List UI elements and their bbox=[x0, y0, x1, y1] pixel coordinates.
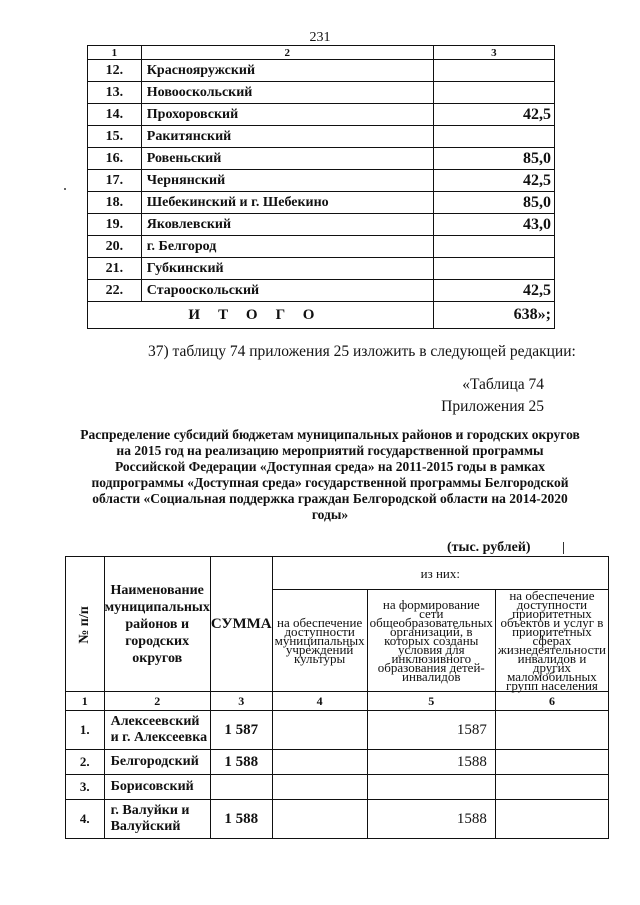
priority-value bbox=[495, 775, 608, 800]
row-number: 19. bbox=[88, 214, 142, 236]
table-header-row bbox=[88, 46, 555, 60]
table-row bbox=[66, 800, 609, 839]
subsidies-table bbox=[65, 556, 609, 839]
priority-value bbox=[495, 750, 608, 775]
education-value: 1587 bbox=[367, 711, 495, 750]
table-caption bbox=[441, 374, 544, 418]
row-number: 2. bbox=[66, 750, 105, 775]
district-name: Чернянский bbox=[141, 170, 433, 192]
total-value: 638»; bbox=[433, 302, 554, 329]
district-name: Борисовский bbox=[104, 775, 210, 800]
table-row bbox=[66, 711, 609, 750]
district-name: Новооскольский bbox=[141, 82, 433, 104]
district-value bbox=[433, 258, 554, 280]
header-priority-objects: на обеспечение доступности приоритетных объектов и услуг в приоритетных сферах жизнедеятельности инвалидов и других маломобильных групп населения bbox=[495, 590, 608, 692]
district-name: Губкинский bbox=[141, 258, 433, 280]
section-heading: Распределение субсидий бюджетам муниципальных районов и городских округов на 2015 год на реализацию мероприятий государственной программы Российской Федерации «Доступная среда» на 2011-2015 годы в рамках подпрограммы «Доступная среда» государственной программы Белгородской области «Социальная поддержка граждан Белгородской области на 2014-2020 годы» bbox=[80, 427, 580, 522]
table-caption-line: «Таблица 74 bbox=[462, 376, 544, 393]
sum-value: 1 588 bbox=[210, 800, 272, 839]
table-row bbox=[88, 126, 555, 148]
table-row bbox=[88, 236, 555, 258]
district-name: Ракитянский bbox=[141, 126, 433, 148]
header-of-them: из них: bbox=[272, 557, 608, 590]
header-sum: СУММА bbox=[210, 557, 272, 692]
scan-mark bbox=[563, 542, 564, 554]
sum-value bbox=[210, 775, 272, 800]
header-number-label: № п/п bbox=[76, 605, 92, 644]
column-number-1: 1 bbox=[88, 46, 142, 60]
district-value: 85,0 bbox=[433, 148, 554, 170]
column-number: 2 bbox=[104, 692, 210, 711]
column-number: 6 bbox=[495, 692, 608, 711]
row-number: 13. bbox=[88, 82, 142, 104]
row-number: 21. bbox=[88, 258, 142, 280]
education-value: 1588 bbox=[367, 750, 495, 775]
table-row bbox=[88, 170, 555, 192]
column-number: 3 bbox=[210, 692, 272, 711]
table-row bbox=[66, 775, 609, 800]
row-number: 4. bbox=[66, 800, 105, 839]
district-value: 42,5 bbox=[433, 104, 554, 126]
total-label: ИТОГО bbox=[88, 302, 434, 329]
amendment-paragraph: 37) таблицу 74 приложения 25 изложить в следующей редакции: bbox=[148, 343, 576, 360]
education-value bbox=[367, 775, 495, 800]
district-name: Старооскольский bbox=[141, 280, 433, 302]
column-number-row bbox=[66, 692, 609, 711]
header-culture: на обеспечение доступности муниципальных учреждений культуры bbox=[272, 590, 367, 692]
culture-value bbox=[272, 711, 367, 750]
sum-value: 1 588 bbox=[210, 750, 272, 775]
row-number: 18. bbox=[88, 192, 142, 214]
row-number: 1. bbox=[66, 711, 105, 750]
priority-value bbox=[495, 711, 608, 750]
district-name: Ровеньский bbox=[141, 148, 433, 170]
row-number: 17. bbox=[88, 170, 142, 192]
column-number-2: 2 bbox=[141, 46, 433, 60]
district-value bbox=[433, 60, 554, 82]
district-values-table bbox=[87, 45, 555, 329]
district-name: Белгородский bbox=[104, 750, 210, 775]
row-number: 14. bbox=[88, 104, 142, 126]
header-education: на формирование сети общеобразовательных организаций, в которых созданы условия для инклюзивного образования детей-инвалидов bbox=[367, 590, 495, 692]
table-header-row bbox=[66, 557, 609, 590]
scan-speck bbox=[64, 188, 66, 190]
district-value bbox=[433, 82, 554, 104]
district-name: г. Белгород bbox=[141, 236, 433, 258]
district-value: 42,5 bbox=[433, 170, 554, 192]
table-row bbox=[66, 750, 609, 775]
culture-value bbox=[272, 800, 367, 839]
district-name: Прохоровский bbox=[141, 104, 433, 126]
district-value bbox=[433, 236, 554, 258]
district-name: г. Валуйки и Валуйский bbox=[104, 800, 210, 839]
education-value: 1588 bbox=[367, 800, 495, 839]
units-label: (тыс. рублей) bbox=[447, 540, 531, 555]
table-row bbox=[88, 148, 555, 170]
row-number: 15. bbox=[88, 126, 142, 148]
column-number: 5 bbox=[367, 692, 495, 711]
table-row bbox=[88, 82, 555, 104]
priority-value bbox=[495, 800, 608, 839]
district-value: 85,0 bbox=[433, 192, 554, 214]
district-name: Алексеевский и г. Алексеевка bbox=[104, 711, 210, 750]
table-row bbox=[88, 214, 555, 236]
culture-value bbox=[272, 750, 367, 775]
district-value: 43,0 bbox=[433, 214, 554, 236]
row-number: 12. bbox=[88, 60, 142, 82]
total-row bbox=[88, 302, 555, 329]
row-number: 20. bbox=[88, 236, 142, 258]
row-number: 16. bbox=[88, 148, 142, 170]
column-number: 4 bbox=[272, 692, 367, 711]
row-number: 22. bbox=[88, 280, 142, 302]
header-number-cell bbox=[66, 557, 105, 692]
table-row bbox=[88, 60, 555, 82]
district-value bbox=[433, 126, 554, 148]
table-row bbox=[88, 258, 555, 280]
culture-value bbox=[272, 775, 367, 800]
column-number: 1 bbox=[66, 692, 105, 711]
table-row bbox=[88, 280, 555, 302]
sum-value: 1 587 bbox=[210, 711, 272, 750]
header-name: Наименование муниципальных районов и городских округов bbox=[104, 557, 210, 692]
district-name: Шебекинский и г. Шебекино bbox=[141, 192, 433, 214]
table-row bbox=[88, 192, 555, 214]
column-number-3: 3 bbox=[433, 46, 554, 60]
district-name: Краснояружский bbox=[141, 60, 433, 82]
row-number: 3. bbox=[66, 775, 105, 800]
district-value: 42,5 bbox=[433, 280, 554, 302]
table-caption-line: Приложения 25 bbox=[441, 398, 544, 415]
page-number: 231 bbox=[309, 30, 331, 45]
table-row bbox=[88, 104, 555, 126]
district-name: Яковлевский bbox=[141, 214, 433, 236]
